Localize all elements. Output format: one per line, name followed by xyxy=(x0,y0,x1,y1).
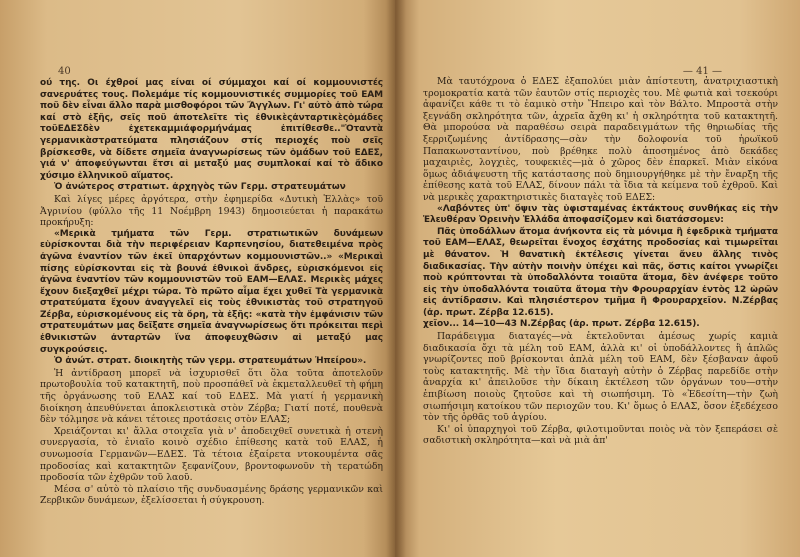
paragraph: Ἡ ἀντίδραση μπορεῖ νὰ ἰσχυρισθεῖ ὅτι ὅλα τοῦτα ἀποτελοῦν πρωτοβουλία τοῦ κατακτητῆ, ποὺ προσπάθεῖ νὰ ἐκμεταλλευθεῖ τὴ φήμη τῆς ὀργάνωσης τοῦ ΕΛΑΣ καί τοῦ ΕΔΕΣ. Μὰ γιατί ἡ γερμανικὴ διοίκηση ἀπευθύνεται ἀποκλειστικὰ στὸν Ζέρβα; Γιατί ποτέ, πουθενὰ δὲν τόλμησε νὰ κάνει τέτοιες προτάσεις στὸν ΕΛΑΣ; xyxy=(40,367,383,426)
page-number-right: — 41 — xyxy=(682,66,722,77)
right-page-text xyxy=(423,76,778,447)
paragraph: Παράδειγμα διαταγές—νὰ ἐκτελοῦνται ἀμέσως χωρίς καμιὰ διαδικασία ὄχι τὰ μέλη τοῦ ΕΑΜ, ἀλλὰ κι' οἱ ὑποδάλλοντες ἢ ἁπλῶς γνωρίζοντες ποῦ βρίσκονται ἀπλὰ μέλη τοῦ ΕΑΜ, δὲν ξέσβαναν ἀφοῦ τοὺς κατακτητῆς. Μὲ τὴν ἴδια διαταγὴ αὐτὴν ὁ Ζέρβας παρεδίδε στὴν ἀναρχία κι' ἀπειλοῦσε τὴν δίκαιη ἐκτέλεση τῶν ὀργάνων του—στὴν ἐπιβίωση ποιοὺς ζητοῦσε καὶ τὴ σιωπήσιμη. Τὸ «Ἐδεσίτη—τὴν ζωὴ σιωπήσιμη κατοίκου τῶν περιοχῶν του. Κι' ὅμως ὁ ΕΛΑΣ, ὅσον ἐξεδέχεσο τὸν τῆς ὀρθᾶς τοῦ ἀγρίου. xyxy=(423,331,778,424)
paragraph: Κι' οἱ ὑπαρχηγοὶ τοῦ Ζέρβα, φιλοτιμοῦνται ποιὸς νὰ τὸν ξεπεράσει σὲ σαδιστικὴ σκληρότητα—καὶ νὰ μιὰ ἀπ' xyxy=(423,423,778,447)
signature-heading: Ὁ ἀνώτερος στρατιωτ. ἀρχηγὸς τῶν Γερμ. στρατευμάτων xyxy=(54,182,346,193)
quoted-order: Πᾶς ὑποδάλλων ἄτομα ἀνήκοντα εἰς τὰ μόνιμα ἢ ἐφεδρικὰ τμήματα τοῦ ΕΑΜ—ΕΛΑΣ, θεωρεῖται ἔνοχος ἐσχάτης προδοσίας καὶ τιμωρεῖται μὲ θάνατον. Ἡ θανατικὴ ἐκτέλεσις γίνεται ἄνευ ἄλλης τινὸς διαδικασίας. Τὴν αὐτὴν ποινὴν ὑπέχει καὶ πᾶς, ὅστις καίτοι γνωρίζει ποὺ κρύπτονται τὰ ὑποδαλλόντα τοιαῦτα ἄτομα, δὲν ἀνέφερε τοῦτο εἰς τὴν ὑποδαλλόντα τοιαῦτα ἄτομα τὴν Φρουραρχίαν ἐντὸς 12 ὡρῶν εἰς ἀντίδρασιν. Καὶ πλησιέστερον τμῆμα ἢ Φρουραρχεῖον. Ν.Ζέρβας (ἀρ. πρωτ. Ζέρβα 12.615). xyxy=(423,226,778,318)
page-number-left: 40 xyxy=(58,66,71,77)
paragraph: Καὶ λίγες μέρες ἀργότερα, στὴν ἐφημερίδα «Δυτικὴ Ἑλλὰς» τοῦ Ἀγρινίου (φύλλο τῆς 11 Νοέμβρη 1943) δημοσιεύεται ἡ παρακάτω προκήρυξη: xyxy=(40,193,383,229)
right-page xyxy=(395,0,800,557)
paragraph: Μέσα σ' αὐτὸ τὸ πλαίσιο τῆς συνδυασμένης δράσης γερμανικῶν καὶ Ζερβικῶν δυνάμεων, ἐξελίσσεται ἡ σύγκρουση. xyxy=(40,483,383,507)
quoted-proclamation: «Μερικὰ τμήματα τῶν Γερμ. στρατιωτικῶν δυνάμεων εὑρίσκονται διὰ τὴν περιφέρειαν Καρπενησίου, διατεθειμένα πρὸς ἀγῶνα ἐναντίον τῶν ἐκεῖ ὑπαρχόντων κομμουνιστῶν..» «Μερικαὶ πίσης εὑρίσκονται εἰς τὰ βουνά ἐθνικοὶ ἄνδρες, εὑρισκόμενοι εἰς ἀγῶνα ἐναντίον τῶν κομμουνιστῶν τοῦ ΕΑΜ—ΕΛΑΣ. Μερικὲς μάχες ἔχουν διεξαχθεῖ μέχρι τώρα. Τὸ πρῶτο αἷμα ἔχει χυθεῖ Τὰ γερμανικὰ στρατεύματα ἔχουν ἀναγγελεῖ εἰς τοὺς ἐθνικιστὰς τοῦ στρατηγοῦ Ζέρβα, εὑρισκομένους εἰς τὰ ὄρη, τὰ ἑξῆς: «κατὰ τὴν ἐμφάνισιν τῶν στρατευμάτων μας δεῖξατε σημεῖα ἀναγνωρίσεως ὅτι πρόκειται περὶ ἐθνικιστῶν ἀνταρτῶν ἵνα ἀποφευχθῶσιν αἱ μεταξύ μας συγκρούσεις. xyxy=(40,228,383,355)
paragraph: ού της. Οι έχθροί μας είναι οί σύμμαχοι καί οί κομμουνιστές σανερυάτες τους. Πολεμάμε τίς κομμουνιστικές συμμορίες τοῦ ΕΑΜ ποῦ δὲν εἶναι ἄλλο παρὰ μισθοφόροι τῶν Ἄγγλων. Γι' αὐτὸ ἀπὸ τώρα καί στὸ ἑξῆς, σεῖς ποῦ ἀποτελεῖτε τὶς ἐθνικὲςἀνταρτικὲςὁμάδες τοῦΕΔΕΣδὲν ἐχετεκαμμιάφορμήνάμας ἐπιτίθεσθε.."Ὁταντὰ γερμανικὰστρατεύματα πλησιάζουν στίς περιοχές ποὺ σεῖς βρίσκεσθε, νὰ δίδετε σημεῖα ἀναγνωρίσεως τῶν ὁμάδων τοῦ ΕΔΕΣ, γιά ν' ἀποφεύγωνται ἔτσι αἱ μεταξύ μας συμπλοκαί καί τὸ ἄδικο χύσιμο ἑλληνικοῦ αἵματος. xyxy=(40,78,383,181)
left-page-text xyxy=(40,78,383,507)
paragraph: Χρειάζονται κι' ἄλλα στοιχεῖα γιὰ ν' ἀποδειχθεῖ συνετικὰ ἡ στενὴ συνεργασία, τὸ ἑνιαῖο κοινὸ σχέδιο ἐπίθεσης κατὰ τοῦ ΕΛΑΣ, ἡ συνωμοσία Γερμανῶν—ΕΔΕΣ. Τὰ τέτοια ἐξαίρετα ντοκουμέντα σᾶς προδοσίας καὶ κατακτητῶν ξεφανίζουν, βροντοφωνοῦν τὴ τερατώδη προδοσία τῶν ἐχθρῶν τοῦ λαοῦ. xyxy=(40,425,383,484)
left-page xyxy=(0,0,395,557)
quoted-signature: Ὁ ἀνώτ. στρατ. διοικητὴς τῶν γερμ. στρατευμάτων Ἠπείρου». xyxy=(54,356,367,367)
quoted-order-intro: «Λαβόντες ὑπ' ὄψιν τὰς ὑφισταμένας ἐκτάκτους συνθήκας εἰς τὴν Ἐλευθέραν Ὀρεινὴν Ἑλλάδα ἀποφασίζομεν καὶ διατάσσομεν: xyxy=(423,203,778,226)
quoted-order-signature: χεῖον... 14—10—43 Ν.Ζέρβας (ἀρ. πρωτ. Ζέρβα 12.615). xyxy=(423,319,700,330)
paragraph: Μὰ ταυτόχρονα ὁ ΕΔΕΣ ἐξαπολύει μιὰν ἀπίστευτη, ἀνατριχιαστικὴ τρομοκρατία κατὰ τῶν ἑαυτῶν στίς περιοχὲς του. Μὲ φωτιὰ καὶ τσεκούρι ἀφανίζει κάθε τι τὸ ἐαμικὸ στὴν Ἤπειρο καὶ τὸν Βάλτο. Μπροστὰ στὴν ξεγνάδη σκληρότητα τῶν, ἀχρεῖα ἄχθη κι' ἡ σκληρότητα τοῦ κατακτητῆ. Θὰ μπορούσα νὰ παραθέσω σειρὰ παραδειγμάτων τῆς θηριωδίας τῆς ξερριζωμένης ἀντίδρασης—σὰν τὴν δολοφονία τοῦ ἡρωϊκοῦ Παπακωνσταντίνου, ποὺ βρέθηκε πολὺ ἀποσημένος ἀπὸ δεκάδες μαχαιριὲς, λογχιὲς, τουφεκιὲς—μὰ ὁ χῶρος δὲν ἐπαρκεῖ. Μιὰν εἰκόνα ὅμως ἀδιάψευστη τῆς κατάστασης ποὺ δημιουργήθηκε μὲ τὴν ἔναρξη τῆς ἐπίθεσης κατὰ τοῦ ΕΛΑΣ, δίνουν πάλι τὰ ἴδια τὰ κείμενα τοῦ ἐχθροῦ. Καὶ νὰ μερικὲς χαρακτηριστικὲς διαταγὲς τοῦ ΕΔΕΣ: xyxy=(423,76,778,203)
